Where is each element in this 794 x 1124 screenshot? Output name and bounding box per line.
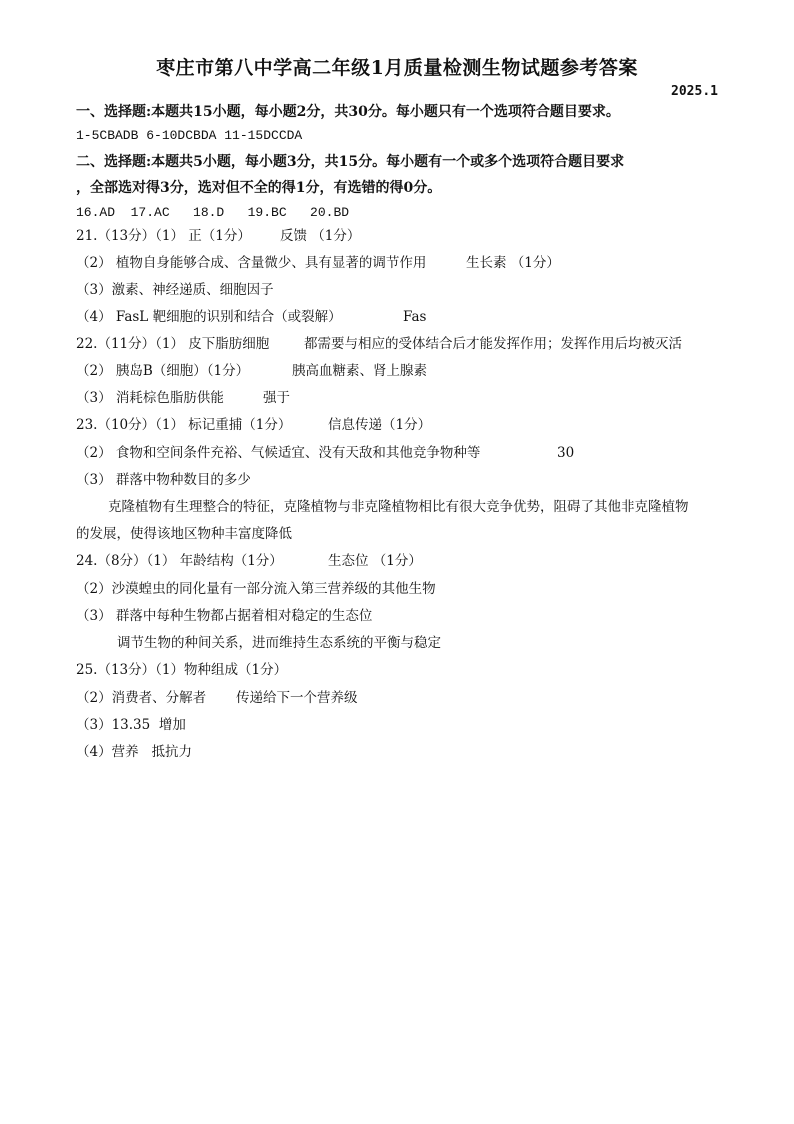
section2-heading: 二、选择题:本题共5小题，每小题3分，共15分。每小题有一个或多个选项符合题目要求 xyxy=(76,154,625,170)
q21-line3: （3）激素、神经递质、细胞因子 xyxy=(76,282,274,298)
q24-line3: （3） 群落中每种生物都占据着相对稳定的生态位 xyxy=(76,608,373,624)
q22-line2-b: 胰高血糖素、肾上腺素 xyxy=(292,363,427,379)
q24-line4: 调节生物的种间关系，进而维持生态系统的平衡与稳定 xyxy=(117,635,441,651)
q21-line1-a: 21.（13分）（1） 正（1分） xyxy=(76,228,251,244)
q22-line1-a: 22.（11分）（1） 皮下脂肪细胞 xyxy=(76,336,270,352)
q24-line1-a: 24.（8分）（1） 年龄结构（1分） xyxy=(76,553,283,569)
q23-line2-b: 30 xyxy=(557,445,575,461)
q25-line3: （3）13.35 增加 xyxy=(76,717,186,733)
q21-line2-a: （2） 植物自身能够合成、含量微少、具有显著的调节作用 xyxy=(76,255,427,271)
q21-line4-a: （4） FasL 靶细胞的识别和结合（或裂解） xyxy=(76,309,342,325)
section1-answers: 1-5CBADB 6-10DCBDA 11-15DCCDA xyxy=(76,128,303,143)
q21-line2-b: 生长素 （1分） xyxy=(466,255,560,271)
date-label: 2025.1 xyxy=(671,84,718,99)
q23-line3: （3） 群落中物种数目的多少 xyxy=(76,472,251,488)
q23-line2-a: （2） 食物和空间条件充裕、气候适宜、没有天敌和其他竞争物种等 xyxy=(76,445,481,461)
q23-line1-b: 信息传递（1分） xyxy=(328,417,432,433)
page-title: 枣庄市第八中学高二年级1月质量检测生物试题参考答案 xyxy=(156,57,638,79)
q25-line1: 25.（13分）（1）物种组成（1分） xyxy=(76,662,288,678)
q23-line4: 克隆植物有生理整合的特征，克隆植物与非克隆植物相比有很大竞争优势，阻碍了其他非克隆植物 xyxy=(108,499,689,515)
q22-line2-a: （2） 胰岛B（细胞）（1分） xyxy=(76,363,250,379)
q25-line4: （4）营养 抵抗力 xyxy=(76,744,192,760)
q24-line1-b: 生态位 （1分） xyxy=(328,553,422,569)
q21-line1-b: 反馈 （1分） xyxy=(280,228,361,244)
q25-line2-a: （2）消费者、分解者 xyxy=(76,690,207,706)
section1-heading: 一、选择题:本题共15小题，每小题2分，共30分。每小题只有一个选项符合题目要求。 xyxy=(76,104,620,120)
q22-line3-a: （3） 消耗棕色脂肪供能 xyxy=(76,390,224,406)
q25-line2-b: 传递给下一个营养级 xyxy=(236,690,358,706)
q21-line4-b: Fas xyxy=(403,309,427,325)
q22-line1-b: 都需要与相应的受体结合后才能发挥作用；发挥作用后均被灭活 xyxy=(304,336,682,352)
q24-line2: （2）沙漠蝗虫的同化量有一部分流入第三营养级的其他生物 xyxy=(76,581,436,597)
section2-heading-cont: ，全部选对得3分，选对但不全的得1分，有选错的得0分。 xyxy=(76,180,442,196)
q23-line5: 的发展，使得该地区物种丰富度降低 xyxy=(76,526,292,542)
q22-line3-b: 强于 xyxy=(263,390,290,406)
q23-line1-a: 23.（10分）（1） 标记重捕（1分） xyxy=(76,417,292,433)
section2-answers: 16.AD 17.AC 18.D 19.BC 20.BD xyxy=(76,205,350,220)
